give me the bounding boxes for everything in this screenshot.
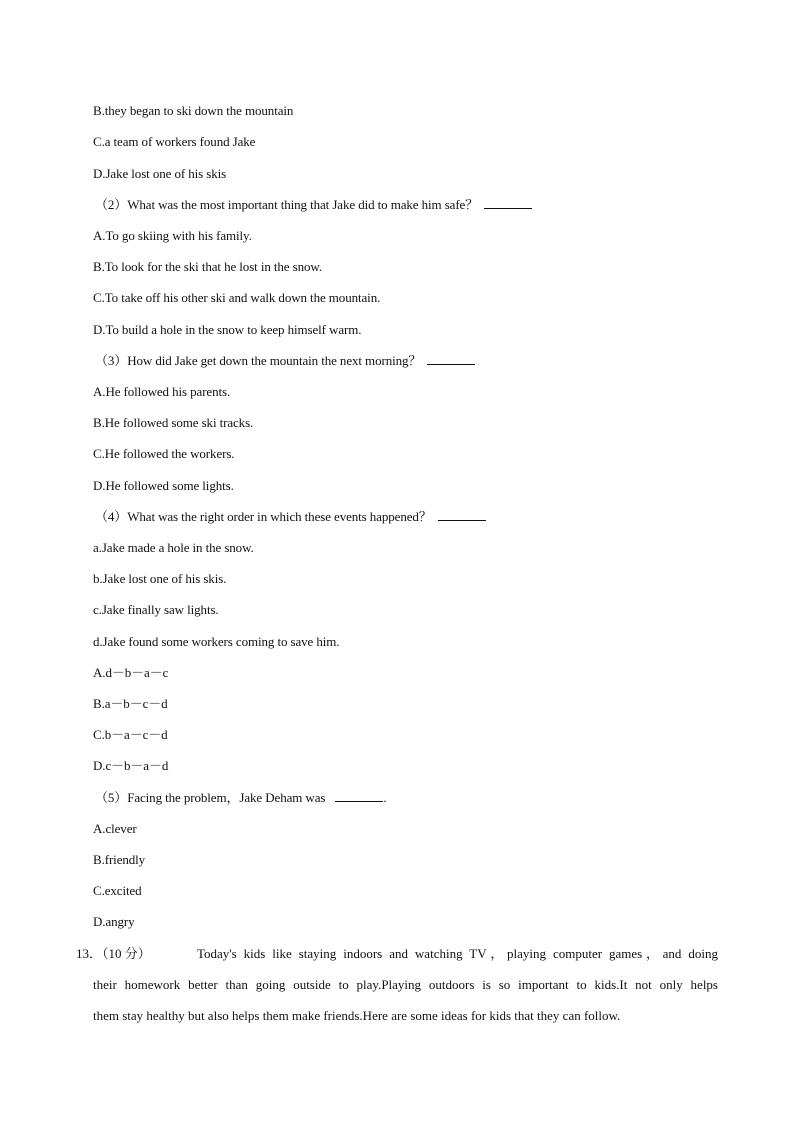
q5-stem-end: . [383, 790, 387, 805]
q3-option-a: A.He followed his parents. [93, 384, 231, 399]
q5-stem-text: （5）Facing the problem，Jake Deham was [95, 790, 326, 805]
q13-passage-line-1: Today's kids like staying indoors and watching TV，playing computer games，and doing [197, 946, 718, 961]
q4-option-b: B.a－b－c－d [93, 696, 168, 711]
q5-option-c: C.excited [93, 883, 142, 898]
q4-option-d: D.c－b－a－d [93, 758, 169, 773]
q4-stem-text: （4）What was the right order in which these events happened？ [95, 509, 432, 524]
q4-event-a: a.Jake made a hole in the snow. [93, 540, 254, 555]
q13-number: 13．（10 分） [76, 946, 151, 961]
q5-stem [95, 790, 387, 806]
q5-option-b: B.friendly [93, 852, 146, 867]
q2-option-c: C.To take off his other ski and walk down the mountain. [93, 290, 381, 305]
q5-answer-blank[interactable] [335, 790, 383, 802]
q2-stem [95, 197, 532, 213]
q2-option-d: D.To build a hole in the snow to keep himself warm. [93, 322, 362, 337]
q4-event-d: d.Jake found some workers coming to save him. [93, 634, 340, 649]
q5-option-a: A.clever [93, 821, 137, 836]
q2-answer-blank[interactable] [484, 197, 532, 209]
q4-event-b: b.Jake lost one of his skis. [93, 571, 227, 586]
q13-passage-line-2: their homework better than going outside to play.Playing outdoors is so important to kids.It not only helps [93, 977, 718, 992]
q4-event-c: c.Jake finally saw lights. [93, 602, 219, 617]
q1-option-d: D.Jake lost one of his skis [93, 166, 227, 181]
q3-stem [95, 353, 475, 369]
q1-option-c: C.a team of workers found Jake [93, 134, 256, 149]
q4-answer-blank[interactable] [438, 509, 486, 521]
q13-passage-line-3: them stay healthy but also helps them make friends.Here are some ideas for kids that they can follow. [93, 1008, 621, 1023]
q3-option-b: B.He followed some ski tracks. [93, 415, 254, 430]
q3-option-c: C.He followed the workers. [93, 446, 235, 461]
q3-answer-blank[interactable] [427, 353, 475, 365]
q4-option-c: C.b－a－c－d [93, 727, 168, 742]
q1-option-b: B.they began to ski down the mountain [93, 103, 294, 118]
q4-stem [95, 509, 486, 525]
q3-option-d: D.He followed some lights. [93, 478, 234, 493]
q2-option-a: A.To go skiing with his family. [93, 228, 252, 243]
q2-stem-text: （2）What was the most important thing that Jake did to make him safe？ [95, 197, 479, 212]
q3-stem-text: （3）How did Jake get down the mountain the next morning？ [95, 353, 422, 368]
q2-option-b: B.To look for the ski that he lost in the snow. [93, 259, 322, 274]
q4-option-a: A.d－b－a－c [93, 665, 169, 680]
q5-option-d: D.angry [93, 914, 135, 929]
